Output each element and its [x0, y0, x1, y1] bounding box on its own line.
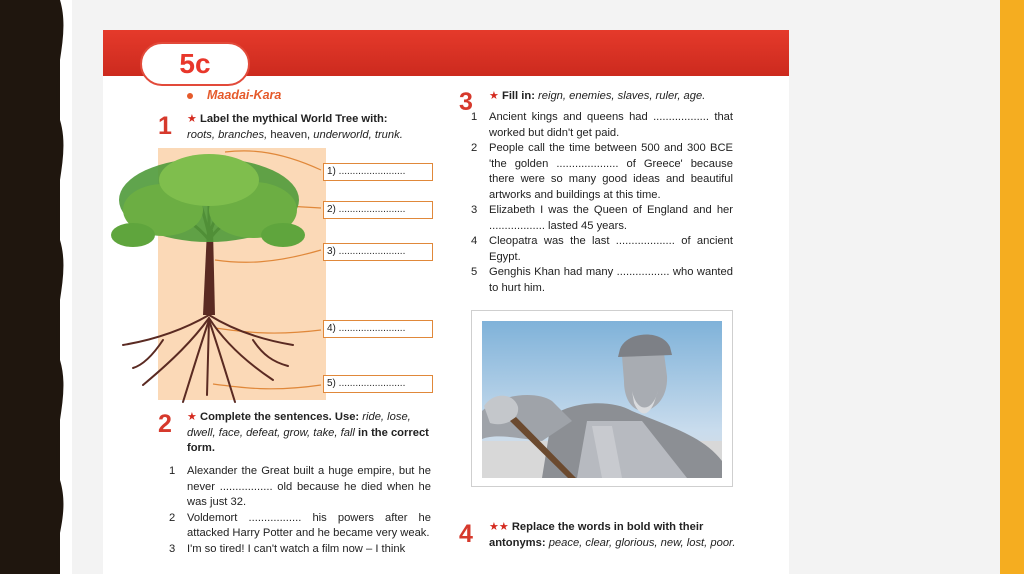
list-item: 1 Alexander the Great built a huge empire, but he never ................. old because he died when he was just 32. — [169, 465, 431, 508]
star-icon: ★★ — [489, 521, 509, 533]
exercise-3-instruction: ★ Fill in: reign, enemies, slaves, ruler, age. — [489, 90, 706, 102]
list-item: 1 Ancient kings and queens had .................. that worked but didn't get paid. — [471, 111, 733, 139]
statue-photo-frame — [471, 310, 733, 487]
exercise-4-instruction: ★★ Replace the words in bold with their antonyms: peace, clear, glorious, new, lost, poor. — [489, 521, 736, 549]
statue-image — [482, 321, 722, 478]
exercise-3-number: 3 — [459, 88, 473, 116]
bullet-icon — [187, 93, 193, 99]
exercise-3-list — [471, 110, 733, 296]
list-item: 3 I'm so tired! I can't watch a film now – I think — [169, 542, 406, 555]
exercise-2-number: 2 — [158, 410, 172, 438]
exercise-1-number: 1 — [158, 112, 172, 140]
star-icon: ★ — [489, 90, 499, 102]
exercise-2-instruction: ★ Complete the sentences. Use: ride, lose, dwell, face, defeat, grow, take, fall in the correct form. — [187, 411, 429, 454]
unit-badge: 5c — [140, 42, 250, 86]
tree-label-2[interactable]: 2) ........................ — [323, 201, 433, 219]
star-icon: ★ — [187, 113, 197, 125]
list-item: 5 Genghis Khan had many ................. who wanted to hurt him. — [471, 266, 733, 294]
exercise-1-instruction: ★ Label the mythical World Tree with: roots, branches, heaven, underworld, trunk. — [187, 113, 403, 141]
exercise-4-number: 4 — [459, 520, 473, 548]
section-title: Maadai-Kara — [187, 88, 281, 102]
list-item: 4 Cleopatra was the last ................... of ancient Egypt. — [471, 235, 733, 263]
tree-label-4[interactable]: 4) ........................ — [323, 320, 433, 338]
list-item: 2 Voldemort ................. his powers after he attacked Harry Potter and he became very weak. — [169, 511, 431, 539]
tree-label-5[interactable]: 5) ........................ — [323, 375, 433, 393]
list-item: 3 Elizabeth I was the Queen of England and her .................. lasted 45 years. — [471, 204, 733, 232]
star-icon: ★ — [187, 411, 197, 423]
tree-label-3[interactable]: 3) ........................ — [323, 243, 433, 261]
tree-label-1[interactable]: 1) ........................ — [323, 163, 433, 181]
right-accent-bar — [1000, 0, 1024, 574]
textbook-page — [103, 30, 789, 574]
list-item: 2 People call the time between 500 and 300 BCE 'the golden .................... of Greece' because there were so many good ideas and beautiful artworks and buildings at this time. — [471, 142, 733, 201]
statue-photo — [482, 321, 722, 478]
exercise-2-list — [169, 464, 431, 557]
